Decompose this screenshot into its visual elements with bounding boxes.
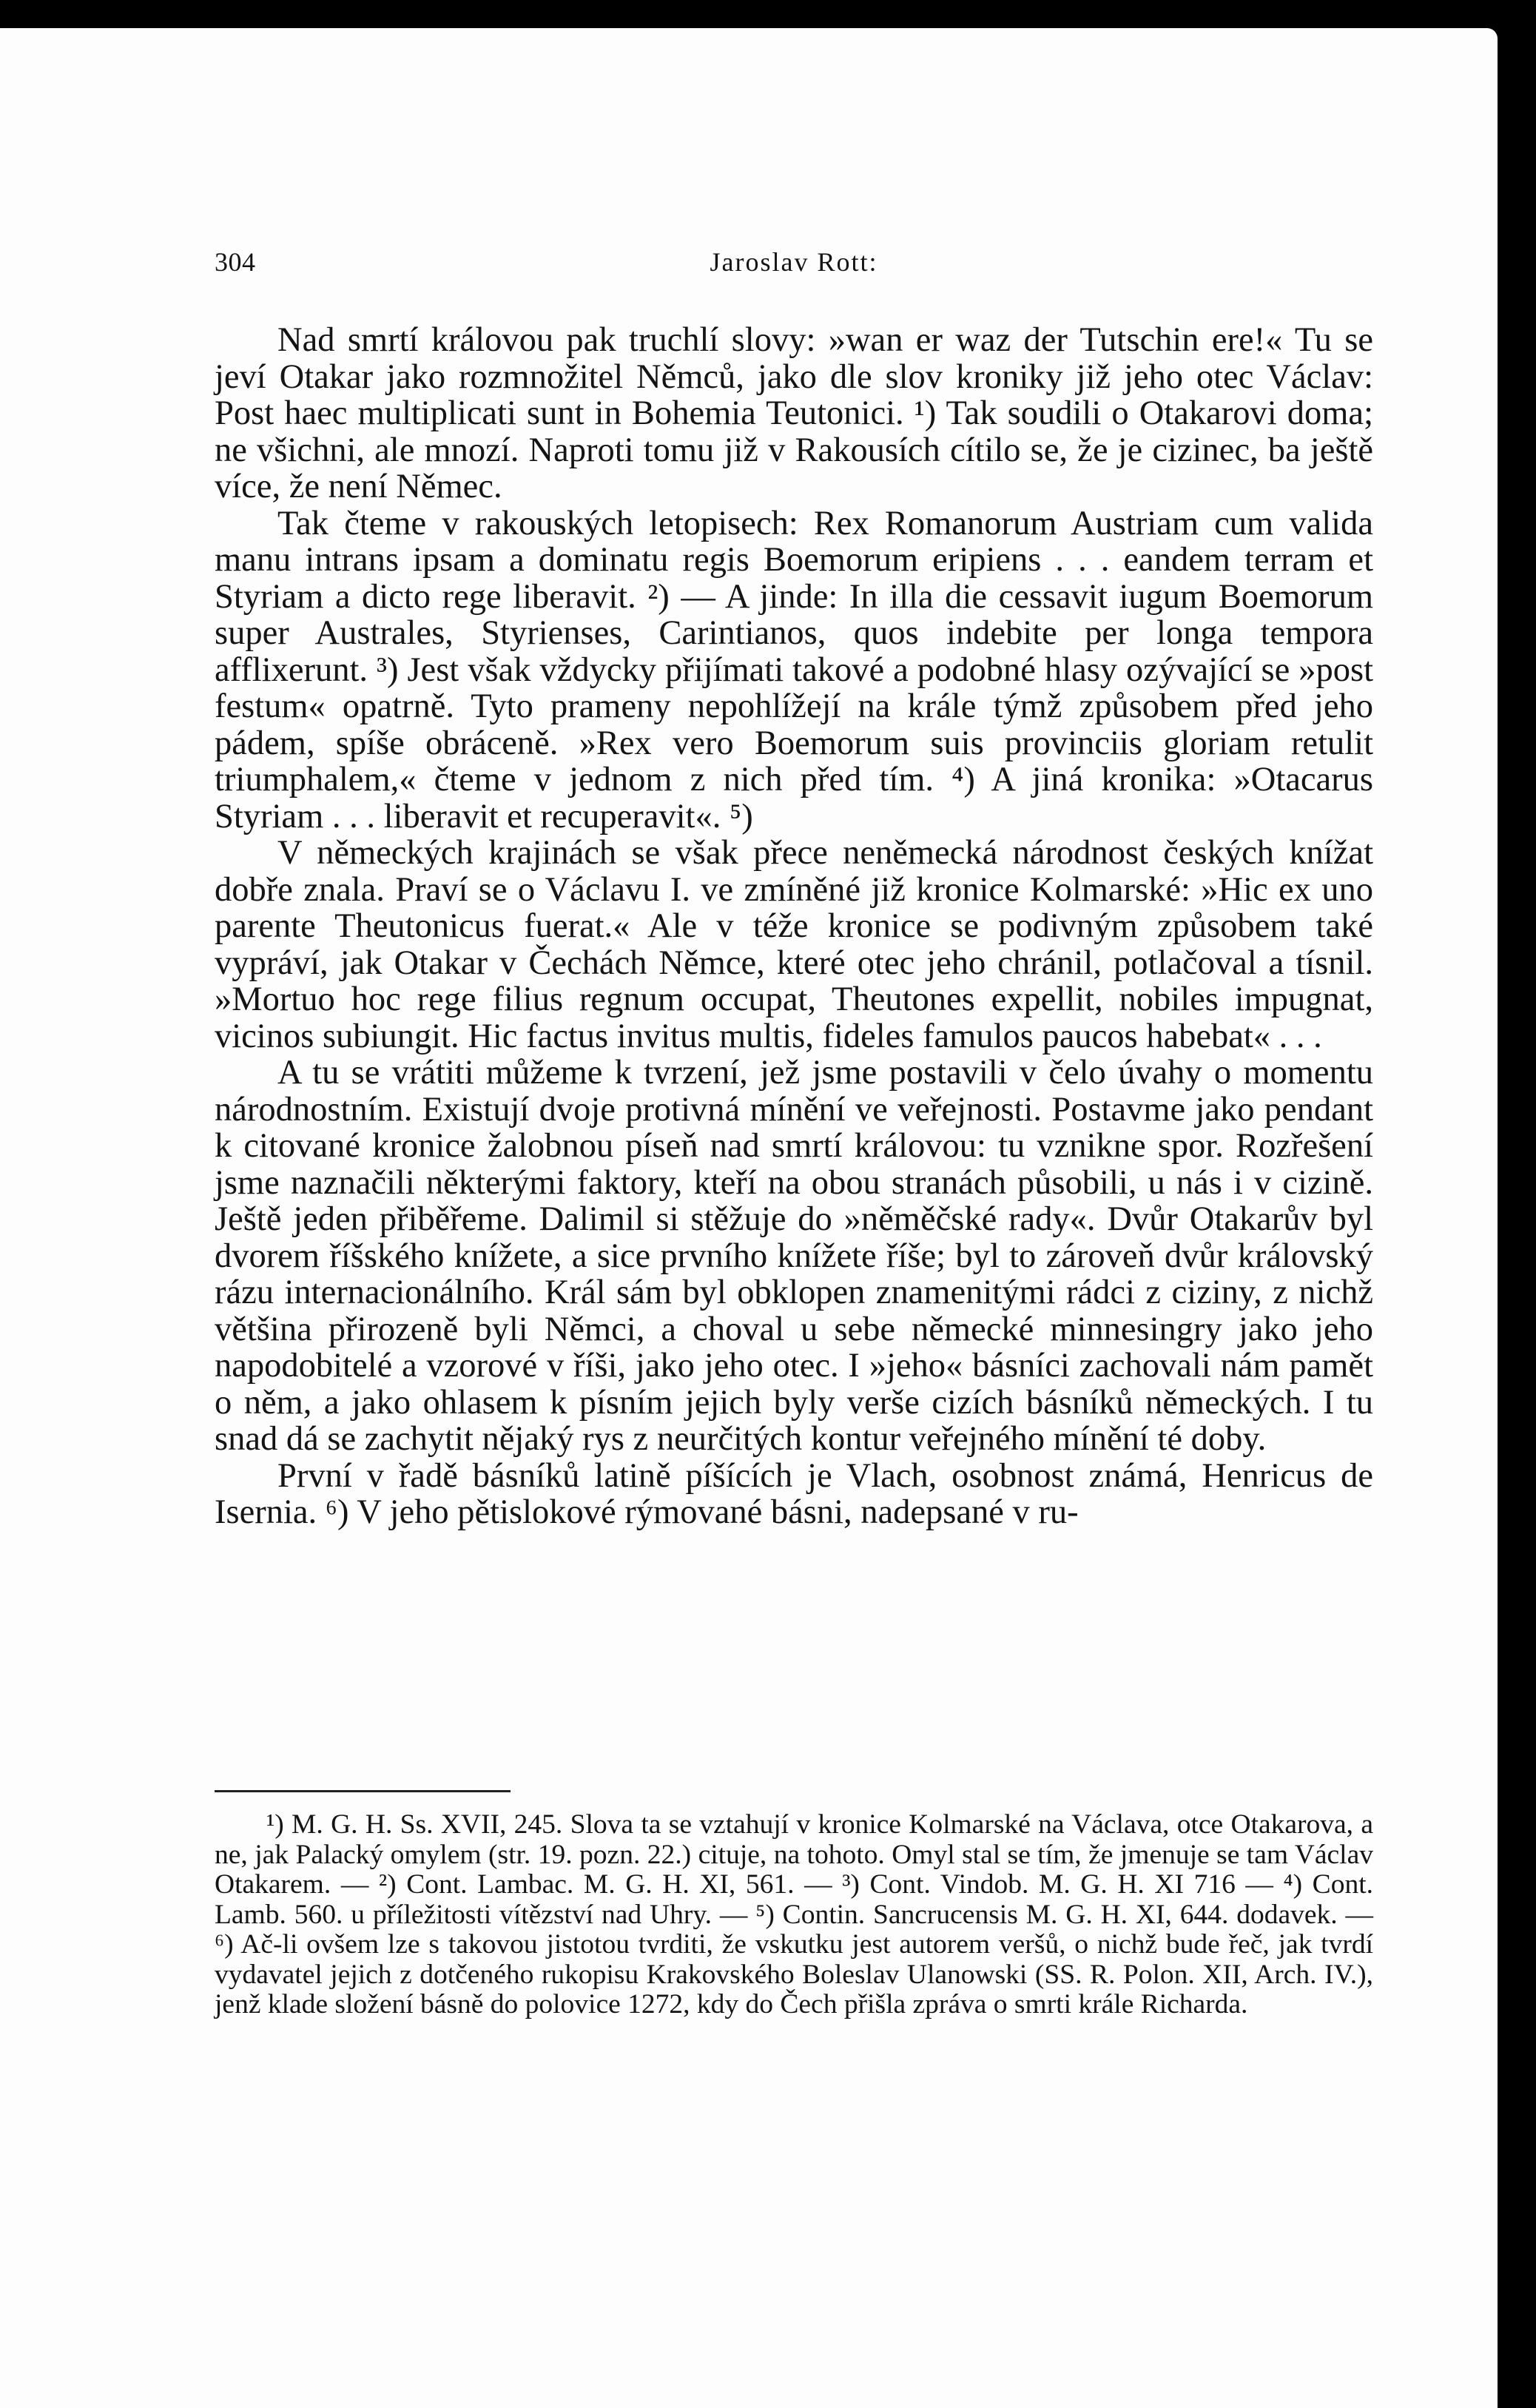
page-number: 304 bbox=[215, 247, 256, 277]
running-title: Jaroslav Rott: bbox=[710, 247, 878, 277]
footnotes bbox=[215, 1810, 1373, 2020]
footnote-text: ¹) M. G. H. Ss. XVII, 245. Slova ta se vztahují v kronice Kolmarské na Václava, otce Otakarova, a ne, jak Palacký omylem (str. 19. pozn. 22.) cituje, na tohoto. Omyl stal se tím, že jmenuje se tam Václav Otakarem. — ²) Cont. Lambac. M. G. H. XI, 561. — ³) Cont. Vindob. M. G. H. XI 716 — ⁴) Cont. Lamb. 560. u příležitosti vítězství nad Uhry. — ⁵) Contin. Sancrucensis M. G. H. XI, 644. dodavek. — ⁶) Ač-li ovšem lze s takovou jistotou tvrditi, že vskutku jest autorem veršů, o nichž bude řeč, jak tvrdí vydavatel jejich z dotčeného rukopisu Krakovského Boleslav Ulanowski (SS. R. Polon. XII, Arch. IV.), jenž klade složení básně do polovice 1272, kdy do Čech přišla zpráva o smrti krále Richarda. bbox=[215, 1809, 1373, 2019]
paragraph: V německých krajinách se však přece neněmecká národnost českých knížat dobře znala. Praví se o Václavu I. ve zmíněné již kronice Kolmarské: »Hic ex uno parente Theutonicus fuerat.« Ale v téže kronice se podivným způsobem také vypráví, jak Otakar v Čechách Němce, které otec jeho chránil, potlačoval a tísnil. »Mortuo hoc rege filius regnum occupat, Theutones expellit, nobiles impugnat, vicinos subiungit. Hic factus invitus multis, fideles famulos paucos habebat« . . . bbox=[215, 834, 1373, 1055]
paragraph: Nad smrtí královou pak truchlí slovy: »wan er waz der Tutschin ere!« Tu se jeví Otakar jako rozmnožitel Němců, jako dle slov kroniky již jeho otec Václav: Post haec multiplicati sunt in Bohemia Teutonici. ¹) Tak soudili o Otakarovi doma; ne všichni, ale mnozí. Naproti tomu již v Rakousích cítilo se, že je cizinec, ba ještě více, že není Němec. bbox=[215, 321, 1373, 505]
footnote-divider bbox=[215, 1790, 511, 1792]
paragraph: První v řadě básníků latině píšících je Vlach, osobnost známá, Henricus de Isernia. ⁶) V jeho pětislokové rýmované básni, nadepsané v ru- bbox=[215, 1456, 1373, 1531]
paragraph: A tu se vrátiti můžeme k tvrzení, jež jsme postavili v čelo úvahy o momentu národnostním. Existují dvoje protivná mínění ve veřejnosti. Postavme jako pendant k citované kronice žalobnou píseň nad smrtí královou: tu vznikne spor. Rozřešení jsme naznačili některými faktory, kteří na obou stranách působili, u nás i v cizině. Ještě jeden přiběřeme. Dalimil si stěžuje do »něměčské rady«. Dvůr Otakarův byl dvorem říšského knížete, a sice prvního knížete říše; byl to zároveň dvůr královský rázu internacionálního. Král sám byl obklopen znamenitými rádci z ciziny, z nichž většina přirozeně byli Němci, a choval u sebe německé minnesingry jako jeho napodobitelé a vzorové v říši, jako jeho otec. I »jeho« básníci zachovali nám pamět o něm, a jako ohlasem k písním jejich byly verše cizích básníků německých. I tu snad dá se zachytit nějaký rys z neurčitých kontur veřejného mínění té doby. bbox=[215, 1054, 1373, 1458]
page-header bbox=[215, 246, 1373, 283]
main-text bbox=[215, 322, 1373, 1531]
paragraph: Tak čteme v rakouských letopisech: Rex Romanorum Austriam cum valida manu intrans ipsam a dominatu regis Boemorum eripiens . . . eandem terram et Styriam a dicto rege liberavit. ²) — A jinde: In illa die cessavit iugum Boemorum super Australes, Styrienses, Carintianos, quos indebite per longa tempora afflixerunt. ³) Jest však vždycky přijímati takové a podobné hlasy ozývající se »post festum« opatrně. Tyto prameny nepohlížejí na krále týmž způsobem před jeho pádem, spíše obráceně. »Rex vero Boemorum suis provinciis gloriam retulit triumphalem,« čteme v jednom z nich před tím. ⁴) A jiná kronika: »Otacarus Styriam . . . liberavit et recuperavit«. ⁵) bbox=[215, 504, 1373, 835]
